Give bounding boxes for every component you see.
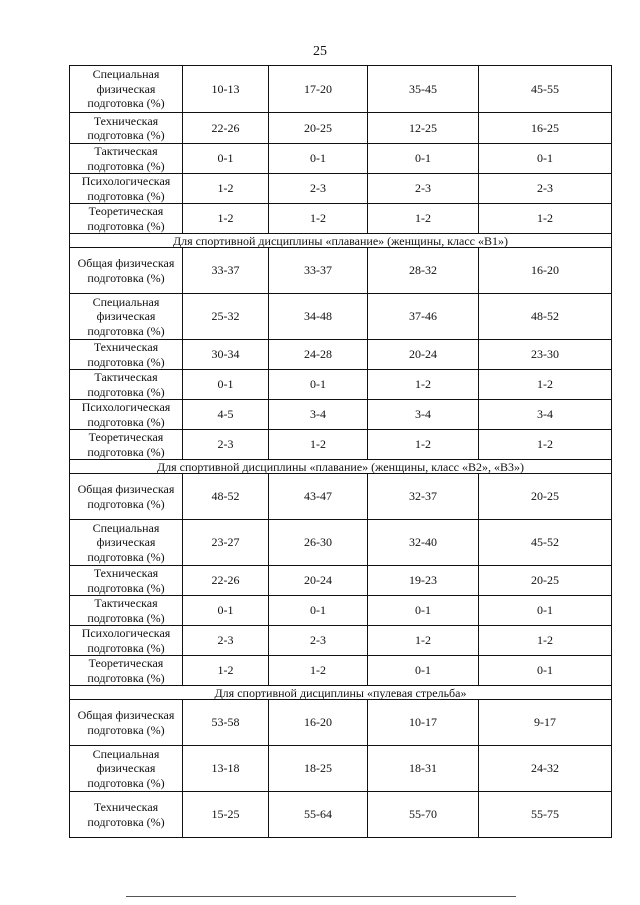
value-cell: 48-52 [479, 294, 612, 340]
value-cell: 1-2 [269, 656, 368, 686]
value-cell: 45-55 [479, 66, 612, 113]
page-number: 25 [313, 44, 327, 59]
value-cell: 19-23 [368, 566, 479, 596]
section-header-row [70, 234, 612, 248]
value-cell: 24-32 [479, 746, 612, 792]
value-cell: 0-1 [479, 596, 612, 626]
value-cell: 0-1 [479, 144, 612, 174]
training-type-cell: Психологическая подготовка (%) [70, 400, 183, 430]
value-cell: 22-26 [183, 113, 269, 144]
training-type-cell: Специальная физическая подготовка (%) [70, 520, 183, 566]
value-cell: 3-4 [269, 400, 368, 430]
value-cell: 1-2 [479, 626, 612, 656]
value-cell: 20-25 [479, 474, 612, 520]
value-cell: 15-25 [183, 792, 269, 838]
table-row [70, 144, 612, 174]
value-cell: 1-2 [368, 204, 479, 234]
table-row [70, 626, 612, 656]
value-cell: 2-3 [183, 430, 269, 460]
value-cell: 20-25 [479, 566, 612, 596]
training-type-cell: Тактическая подготовка (%) [70, 370, 183, 400]
value-cell: 2-3 [479, 174, 612, 204]
table-row [70, 400, 612, 430]
value-cell: 23-30 [479, 340, 612, 370]
value-cell: 28-32 [368, 248, 479, 294]
value-cell: 0-1 [269, 144, 368, 174]
value-cell: 1-2 [479, 430, 612, 460]
value-cell: 2-3 [368, 174, 479, 204]
training-type-cell: Теоретическая подготовка (%) [70, 430, 183, 460]
value-cell: 0-1 [368, 656, 479, 686]
value-cell: 53-58 [183, 700, 269, 746]
table-row [70, 370, 612, 400]
table-row [70, 520, 612, 566]
value-cell: 9-17 [479, 700, 612, 746]
value-cell: 2-3 [269, 626, 368, 656]
training-type-cell: Общая физическая подготовка (%) [70, 700, 183, 746]
value-cell: 32-37 [368, 474, 479, 520]
value-cell: 0-1 [269, 596, 368, 626]
value-cell: 17-20 [269, 66, 368, 113]
value-cell: 1-2 [368, 626, 479, 656]
value-cell: 55-64 [269, 792, 368, 838]
training-type-cell: Техническая подготовка (%) [70, 792, 183, 838]
value-cell: 0-1 [269, 370, 368, 400]
table-row [70, 700, 612, 746]
table-row [70, 746, 612, 792]
value-cell: 45-52 [479, 520, 612, 566]
value-cell: 12-25 [368, 113, 479, 144]
table-row [70, 566, 612, 596]
value-cell: 1-2 [269, 430, 368, 460]
training-type-cell: Психологическая подготовка (%) [70, 174, 183, 204]
value-cell: 1-2 [479, 370, 612, 400]
training-type-cell: Психологическая подготовка (%) [70, 626, 183, 656]
table-row [70, 430, 612, 460]
value-cell: 1-2 [183, 174, 269, 204]
value-cell: 1-2 [183, 204, 269, 234]
training-type-cell: Общая физическая подготовка (%) [70, 474, 183, 520]
value-cell: 23-27 [183, 520, 269, 566]
footer-divider [126, 896, 516, 897]
value-cell: 0-1 [368, 596, 479, 626]
value-cell: 0-1 [479, 656, 612, 686]
value-cell: 48-52 [183, 474, 269, 520]
value-cell: 22-26 [183, 566, 269, 596]
value-cell: 1-2 [183, 656, 269, 686]
training-type-cell: Общая физическая подготовка (%) [70, 248, 183, 294]
training-type-cell: Техническая подготовка (%) [70, 113, 183, 144]
table-row [70, 66, 612, 113]
section-header: Для спортивной дисциплины «плавание» (женщины, класс «В2», «В3») [70, 460, 612, 474]
value-cell: 32-40 [368, 520, 479, 566]
value-cell: 26-30 [269, 520, 368, 566]
value-cell: 2-3 [269, 174, 368, 204]
training-type-cell: Специальная физическая подготовка (%) [70, 746, 183, 792]
training-type-cell: Техническая подготовка (%) [70, 340, 183, 370]
value-cell: 1-2 [479, 204, 612, 234]
training-table [69, 65, 612, 838]
value-cell: 55-75 [479, 792, 612, 838]
value-cell: 0-1 [183, 596, 269, 626]
table-row [70, 248, 612, 294]
table-row [70, 792, 612, 838]
training-type-cell: Техническая подготовка (%) [70, 566, 183, 596]
table-row [70, 596, 612, 626]
table-row [70, 174, 612, 204]
value-cell: 30-34 [183, 340, 269, 370]
training-table-body [70, 66, 612, 838]
training-type-cell: Тактическая подготовка (%) [70, 144, 183, 174]
value-cell: 33-37 [183, 248, 269, 294]
value-cell: 37-46 [368, 294, 479, 340]
value-cell: 33-37 [269, 248, 368, 294]
section-header: Для спортивной дисциплины «плавание» (женщины, класс «В1») [70, 234, 612, 248]
value-cell: 1-2 [368, 430, 479, 460]
table-row [70, 474, 612, 520]
value-cell: 20-24 [368, 340, 479, 370]
value-cell: 0-1 [368, 144, 479, 174]
table-row [70, 113, 612, 144]
table-row [70, 204, 612, 234]
training-type-cell: Теоретическая подготовка (%) [70, 204, 183, 234]
table-row [70, 294, 612, 340]
value-cell: 1-2 [269, 204, 368, 234]
value-cell: 43-47 [269, 474, 368, 520]
value-cell: 34-48 [269, 294, 368, 340]
value-cell: 25-32 [183, 294, 269, 340]
value-cell: 20-25 [269, 113, 368, 144]
value-cell: 24-28 [269, 340, 368, 370]
value-cell: 3-4 [368, 400, 479, 430]
value-cell: 4-5 [183, 400, 269, 430]
value-cell: 0-1 [183, 370, 269, 400]
value-cell: 10-17 [368, 700, 479, 746]
section-header: Для спортивной дисциплины «пулевая стрельба» [70, 686, 612, 700]
value-cell: 2-3 [183, 626, 269, 656]
value-cell: 35-45 [368, 66, 479, 113]
value-cell: 18-25 [269, 746, 368, 792]
value-cell: 10-13 [183, 66, 269, 113]
training-type-cell: Специальная физическая подготовка (%) [70, 66, 183, 113]
table-row [70, 656, 612, 686]
section-header-row [70, 686, 612, 700]
training-type-cell: Тактическая подготовка (%) [70, 596, 183, 626]
training-type-cell: Теоретическая подготовка (%) [70, 656, 183, 686]
value-cell: 55-70 [368, 792, 479, 838]
value-cell: 1-2 [368, 370, 479, 400]
value-cell: 20-24 [269, 566, 368, 596]
value-cell: 16-25 [479, 113, 612, 144]
value-cell: 0-1 [183, 144, 269, 174]
value-cell: 3-4 [479, 400, 612, 430]
training-type-cell: Специальная физическая подготовка (%) [70, 294, 183, 340]
value-cell: 18-31 [368, 746, 479, 792]
table-row [70, 340, 612, 370]
value-cell: 16-20 [479, 248, 612, 294]
value-cell: 16-20 [269, 700, 368, 746]
section-header-row [70, 460, 612, 474]
value-cell: 13-18 [183, 746, 269, 792]
